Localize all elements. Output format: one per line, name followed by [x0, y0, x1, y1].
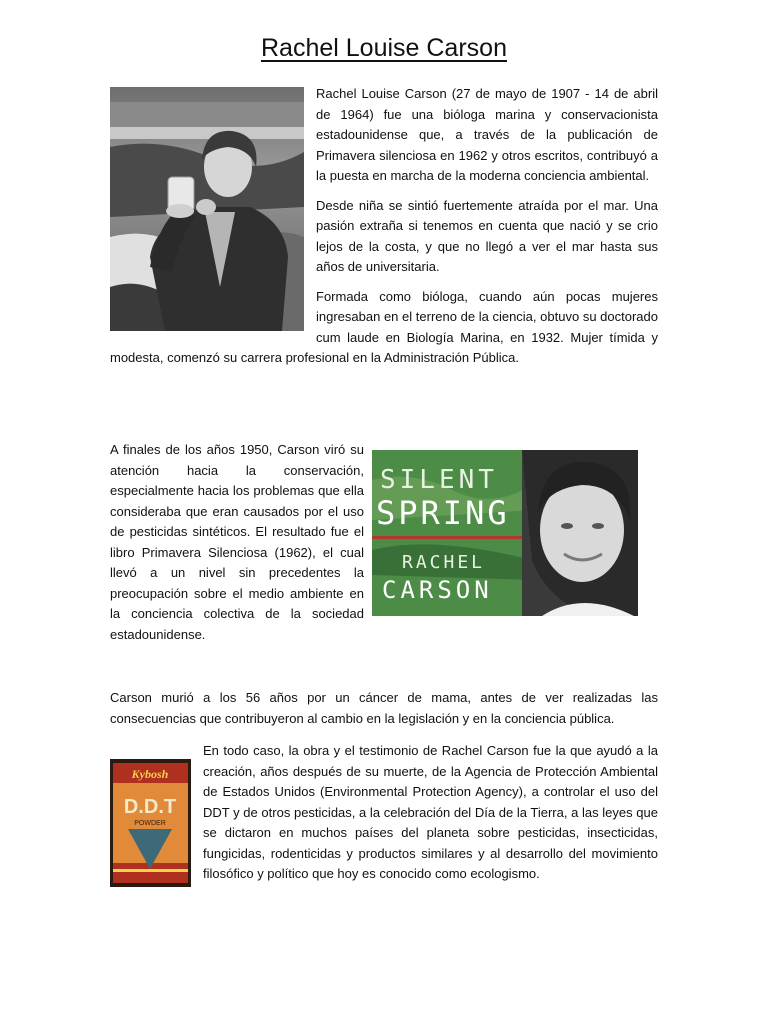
silent-spring-section — [110, 440, 658, 645]
cover-author-line1: RACHEL — [402, 552, 486, 573]
book-cover-image — [372, 450, 638, 616]
cover-title-line2: SPRING — [376, 494, 510, 532]
paragraph-education: Formada como bióloga, cuando aún pocas mujeres ingresaban en el terreno de la ciencia, obtuvo su doctorado cum laude en Biología Marina, en 1932. Mujer tímida y modesta, comenzó su carrera profesional en la Administración Pública. — [110, 288, 658, 365]
can-sub: POWDER — [134, 820, 166, 827]
cover-author-line2: CARSON — [382, 576, 493, 604]
photo-woman-holding-jar-icon — [110, 87, 304, 331]
paragraph-intro: Rachel Louise Carson (27 de mayo de 1907 - 14 de abril de 1964) fue una bióloga marina y conservacionista estadounidense que, a través de la publicación de Primavera silenciosa en 1962 y otros escritos, contribuyó a la puesta en marcha de la moderna conciencia ambiental. — [316, 86, 658, 183]
legacy-section — [110, 741, 658, 891]
ddt-can-photo-icon — [110, 759, 191, 887]
paragraph-legacy: En todo caso, la obra y el testimonio de Rachel Carson fue la que ayudó a la creación, años después de su muerte, de la Agencia de Protección Ambiental de Estados Unidos (Environmental Protection Agency), a controlar el uso del DDT y de otros pesticidas, a la celebración del Día de la Tierra, a las leyes que se dictaron en muchos países del planeta sobre pesticidas, insecticidas, fungicidas, rodenticidas y productos similares y al desarrollo del movimiento filosófico y político que hoy es conocido como ecologismo. — [203, 743, 658, 881]
book-cover-photo-icon — [372, 450, 638, 616]
page-title: Rachel Louise Carson — [261, 34, 507, 62]
can-brand: Kybosh — [131, 767, 169, 781]
death-section — [110, 688, 658, 729]
can-label: D.D.T — [123, 796, 177, 818]
paragraph-death: Carson murió a los 56 años por un cáncer de mama, antes de ver realizadas las consecuencias que contribuyeron al cambio en la legislación y en la conciencia pública. — [110, 690, 658, 726]
cover-title-line1: SILENT — [380, 465, 498, 495]
intro-section — [110, 84, 658, 369]
paragraph-childhood: Desde niña se sintió fuertemente atraída por el mar. Una pasión extraña si tenemos en cuenta que nació y se crio lejos de la costa, y que no llegó a ver el mar hasta sus años de universitaria. — [316, 197, 658, 274]
portrait-photo — [110, 87, 304, 331]
ddt-can-image — [110, 759, 191, 887]
paragraph-silent-spring: A finales de los años 1950, Carson viró su atención hacia la conservación, especialmente hacia los problemas que ella consideraba que eran causados por el uso de pesticidas sintéticos. El resultado fue el libro Primavera Silenciosa (1962), el cual llevó a un nivel sin precedentes la preocupación sobre el medio ambiente en la conciencia colectiva de la sociedad estadounidense. — [110, 442, 364, 642]
